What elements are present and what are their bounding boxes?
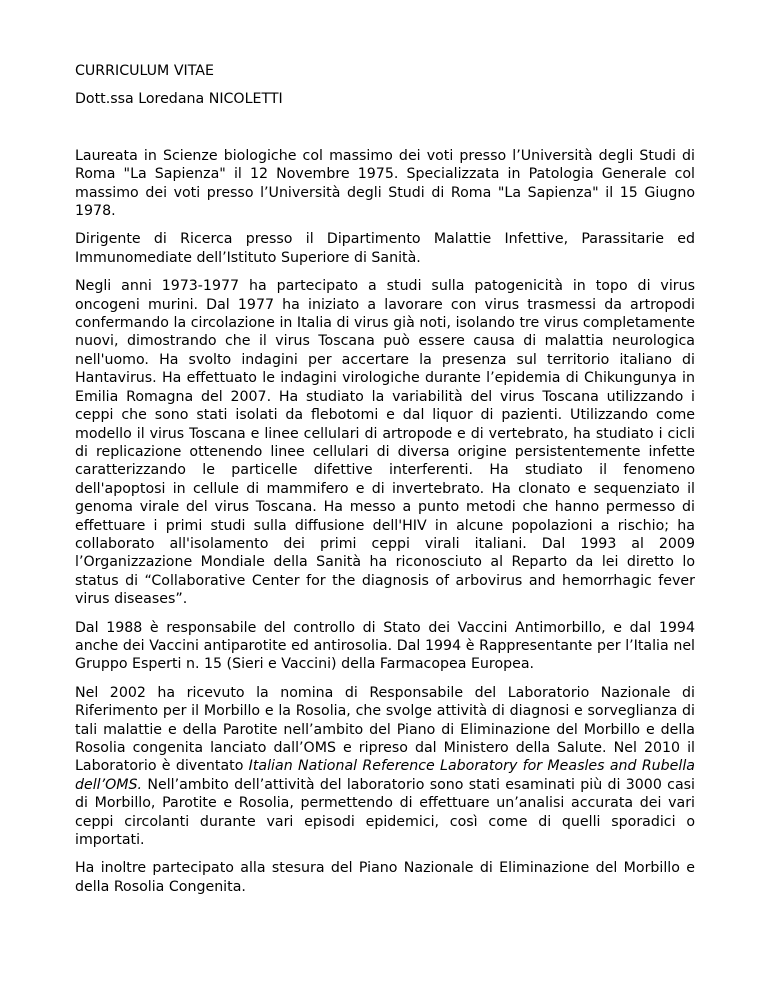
paragraph-vaccines: Dal 1988 è responsabile del controllo di Stato dei Vaccini Antimorbillo, e dal 1994 anche dei Vaccini antiparotite ed antirosolia. Dal 1994 è Rappresentante per l’Italia nel Gruppo Esperti n. 15 (Sieri e Vaccini) della Farmacopea Europea. <box>75 619 695 673</box>
paragraph-laboratory-text-after: Nell’ambito dell’attività del laboratorio sono stati esaminati più di 3000 casi di Morbillo, Parotite e Rosolia, permettendo di effettuare un’analisi accurata dei vari ceppi circolanti durante vari episodi epidemici, così come di quelli sporadici o importati. <box>75 776 695 849</box>
paragraph-laboratory <box>75 684 695 850</box>
paragraph-education: Laureata in Scienze biologiche col massimo dei voti presso l’Università degli Studi di Roma "La Sapienza" il 12 Novembre 1975. Specializzata in Patologia Generale col massimo dei voti presso l’Università degli Studi di Roma "La Sapienza" il 15 Giugno 1978. <box>75 147 695 220</box>
document-title: CURRICULUM VITAE <box>75 63 214 79</box>
paragraph-research: Negli anni 1973-1977 ha partecipato a studi sulla patogenicità in topo di virus oncogeni murini. Dal 1977 ha iniziato a lavorare con virus trasmessi da artropodi confermando la circolazione in Italia di virus già noti, isolando tre virus completamente nuovi, dimostrando che il virus Toscana può essere causa di malattia neurologica nell'uomo. Ha svolto indagini per accertare la presenza sul territorio italiano di Hantavirus. Ha effettuato le indagini virologiche durante l’epidemia di Chikungunya in Emilia Romagna del 2007. Ha studiato la variabilità del virus Toscana utilizzando i ceppi che sono stati isolati da flebotomi e dal liquor di pazienti. Utilizzando come modello il virus Toscana e linee cellulari di artropode e di vertebrato, ha studiato i cicli di replicazione ottenendo linee cellulari di diversa origine persistentemente infette caratterizzando le particelle difettive interferenti. Ha studiato il fenomeno dell'apoptosi in cellule di mammifero e di invertebrato. Ha clonato e sequenziato il genoma virale del virus Toscana. Ha messo a punto metodi che hanno permesso di effettuare i primi studi sulla diffusione dell'HIV in alcune popolazioni a rischio; ha collaborato all'isolamento dei primi ceppi virali italiani. Dal 1993 al 2009 l’Organizzazione Mondiale della Sanità ha riconosciuto al Reparto da lei diretto lo status di “Collaborative Center for the diagnosis of arbovirus and hemorrhagic fever virus diseases”. <box>75 278 695 608</box>
paragraph-closing: Ha inoltre partecipato alla stesura del Piano Nazionale di Eliminazione del Morbillo e della Rosolia Congenita. <box>75 860 695 895</box>
cv-document <box>75 62 695 906</box>
paragraph-position: Dirigente di Ricerca presso il Dipartimento Malattie Infettive, Parassitarie ed Immunomediate dell’Istituto Superiore di Sanità. <box>75 231 695 266</box>
laboratory-title-italic: Italian National Reference Laboratory for Measles and Rubella dell’OMS. <box>75 758 695 793</box>
paragraph-laboratory-text-before: Nel 2002 ha ricevuto la nomina di Responsabile del Laboratorio Nazionale di Riferimento per il Morbillo e la Rosolia, che svolge attività di diagnosi e sorveglianza di tali malattie e della Parotite nell’ambito del Piano di Eliminazione del Morbillo e della Rosolia congenita lanciato dall’OMS e ripreso dal Ministero della Salute. Nel 2010 il Laboratorio è diventato <box>75 684 695 775</box>
author-name: Dott.ssa Loredana NICOLETTI <box>75 91 283 108</box>
